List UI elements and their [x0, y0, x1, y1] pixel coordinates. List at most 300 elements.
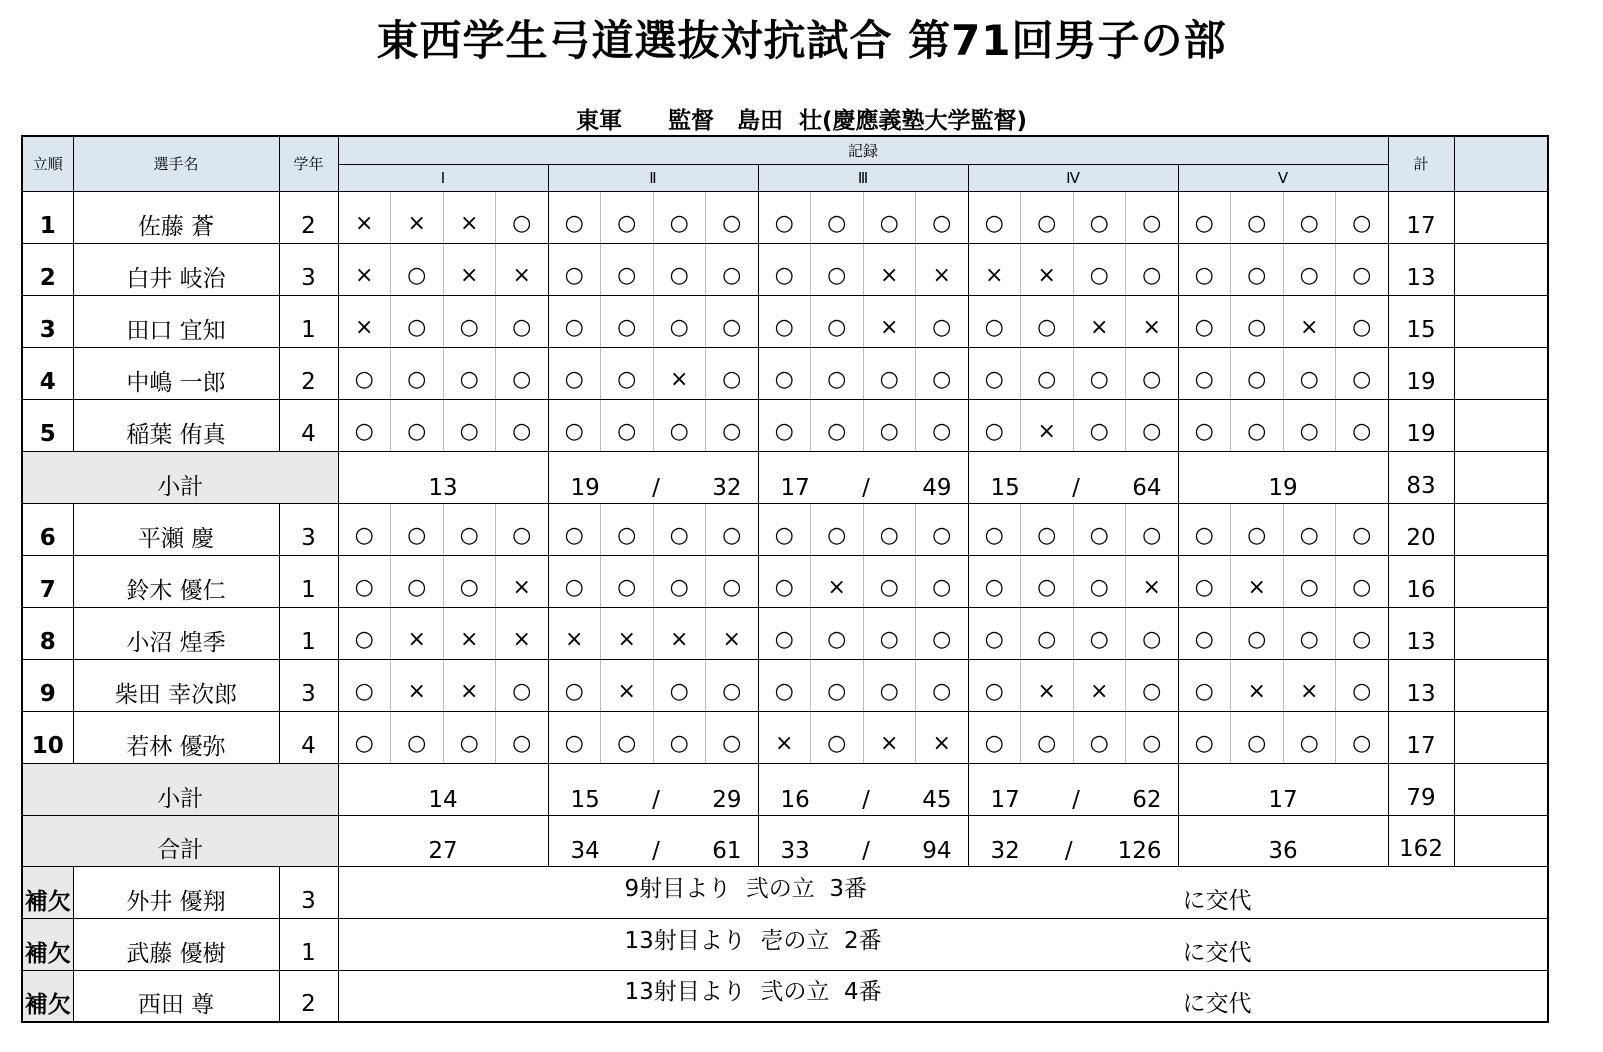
shot-mark: ○ [916, 659, 969, 711]
shot-mark: ○ [1336, 607, 1389, 659]
player-name: 田口 宜知 [73, 295, 279, 347]
shot-mark: ○ [968, 399, 1021, 451]
shot-mark: × [443, 659, 496, 711]
shot-mark: ○ [1021, 347, 1074, 399]
shot-mark: ○ [863, 607, 916, 659]
round-score: 19 [570, 474, 600, 501]
shot-mark: ○ [443, 399, 496, 451]
shot-mark: × [1126, 295, 1179, 347]
shot-mark: ○ [706, 711, 759, 763]
shot-mark: ○ [1126, 659, 1179, 711]
shot-mark: ○ [758, 347, 811, 399]
shot-mark: × [443, 191, 496, 243]
shot-mark: ○ [1126, 711, 1179, 763]
blank-cell [1454, 815, 1548, 866]
shot-mark: ○ [1021, 191, 1074, 243]
shot-mark: × [706, 607, 759, 659]
round-3-score [758, 815, 968, 866]
player-total: 13 [1388, 659, 1454, 711]
separator-slash: / [652, 786, 660, 813]
shot-mark: × [1126, 555, 1179, 607]
shot-mark: ○ [548, 659, 601, 711]
player-row [22, 555, 1548, 607]
round-5-score: 19 [1178, 451, 1388, 503]
shot-mark: ○ [653, 555, 706, 607]
shot-mark: ○ [968, 659, 1021, 711]
shot-mark: ○ [653, 191, 706, 243]
shot-mark: ○ [1073, 243, 1126, 295]
player-row [22, 399, 1548, 451]
player-order: 2 [22, 243, 73, 295]
player-grade: 3 [279, 243, 338, 295]
shot-mark: ○ [811, 503, 864, 555]
round-4-score [968, 451, 1178, 503]
shot-mark: × [863, 711, 916, 763]
shot-mark: ○ [548, 347, 601, 399]
shot-mark: ○ [338, 607, 391, 659]
subtotal-row [22, 763, 1548, 815]
header-row-top [22, 136, 1548, 164]
round-2-score-values [549, 787, 758, 813]
player-total: 19 [1388, 399, 1454, 451]
blank-cell [1454, 191, 1548, 243]
shot-mark: ○ [653, 503, 706, 555]
shot-mark: ○ [1178, 347, 1231, 399]
shot-mark: ○ [1336, 191, 1389, 243]
shot-mark: ○ [1178, 295, 1231, 347]
shot-mark: ○ [338, 659, 391, 711]
shot-mark: ○ [548, 191, 601, 243]
header-total: 計 [1388, 136, 1454, 191]
shot-mark: ○ [548, 243, 601, 295]
player-order: 4 [22, 347, 73, 399]
blank-cell [1454, 243, 1548, 295]
round-2-score [548, 815, 758, 866]
shot-mark: ○ [601, 191, 654, 243]
shot-mark: × [443, 243, 496, 295]
player-total: 15 [1388, 295, 1454, 347]
shot-mark: ○ [653, 243, 706, 295]
player-name: 平瀬 慶 [73, 503, 279, 555]
shot-mark: ○ [391, 399, 444, 451]
player-name: 稲葉 侑真 [73, 399, 279, 451]
shot-mark: ○ [706, 347, 759, 399]
score-sheet [21, 135, 1549, 1023]
header-order: 立順 [22, 136, 73, 191]
player-grade: 2 [279, 347, 338, 399]
player-grade: 3 [279, 503, 338, 555]
grand-total-row-total: 162 [1388, 815, 1454, 866]
shot-mark: ○ [1231, 347, 1284, 399]
shot-mark: ○ [496, 347, 549, 399]
substitute-name: 西田 尊 [73, 970, 279, 1022]
shot-mark: ○ [811, 347, 864, 399]
shot-mark: ○ [1283, 347, 1336, 399]
round-4-score [968, 763, 1178, 815]
shot-mark: ○ [443, 711, 496, 763]
shot-mark: × [391, 191, 444, 243]
shot-mark: ○ [1231, 243, 1284, 295]
shot-mark: × [601, 607, 654, 659]
shot-mark: ○ [601, 555, 654, 607]
shot-mark: × [391, 607, 444, 659]
cumulative-score: 32 [712, 474, 742, 501]
player-order: 10 [22, 711, 73, 763]
shot-mark: × [916, 711, 969, 763]
substitute-grade: 3 [279, 866, 338, 918]
round-score: 33 [780, 837, 810, 864]
substitute-timing: 13射目より 壱の立 2番 [624, 927, 882, 954]
round-score: 16 [780, 786, 810, 813]
shot-mark: ○ [548, 295, 601, 347]
shot-mark: ○ [391, 347, 444, 399]
shot-mark: ○ [968, 607, 1021, 659]
player-order: 3 [22, 295, 73, 347]
player-total: 13 [1388, 607, 1454, 659]
shot-mark: ○ [1021, 711, 1074, 763]
shot-mark: ○ [1283, 607, 1336, 659]
blank-cell [1454, 711, 1548, 763]
header-record: 記録 [338, 136, 1388, 164]
cumulative-score: 61 [712, 837, 742, 864]
substitute-suffix: に交代 [1182, 991, 1252, 1017]
shot-mark: ○ [1126, 191, 1179, 243]
shot-mark: ○ [653, 399, 706, 451]
shot-mark: ○ [391, 503, 444, 555]
shot-mark: ○ [548, 711, 601, 763]
shot-mark: ○ [1126, 503, 1179, 555]
substitute-timing: 9射目より 弐の立 3番 [624, 875, 868, 902]
shot-mark: ○ [811, 243, 864, 295]
cumulative-score: 94 [922, 837, 952, 864]
blank-cell [1454, 555, 1548, 607]
shot-mark: × [496, 243, 549, 295]
shot-mark: ○ [758, 295, 811, 347]
round-4-score [968, 815, 1178, 866]
subtotal-row-total: 83 [1388, 451, 1454, 503]
shot-mark: × [496, 555, 549, 607]
player-row [22, 503, 1548, 555]
player-name: 小沼 煌季 [73, 607, 279, 659]
shot-mark: ○ [1126, 347, 1179, 399]
shot-mark: ○ [863, 347, 916, 399]
round-score: 17 [990, 786, 1020, 813]
shot-mark: ○ [1021, 295, 1074, 347]
shot-mark: ○ [601, 503, 654, 555]
separator-slash: / [1072, 474, 1080, 501]
shot-mark: ○ [1021, 503, 1074, 555]
shot-mark: ○ [1231, 607, 1284, 659]
shot-mark: ○ [863, 555, 916, 607]
separator-slash: / [1064, 837, 1073, 864]
shot-mark: × [758, 711, 811, 763]
player-name: 佐藤 蒼 [73, 191, 279, 243]
player-grade: 2 [279, 191, 338, 243]
player-name: 柴田 幸次郎 [73, 659, 279, 711]
substitute-note [338, 866, 1548, 918]
shot-mark: ○ [1073, 399, 1126, 451]
shot-mark: ○ [496, 503, 549, 555]
shot-mark: ○ [1336, 295, 1389, 347]
shot-mark: ○ [863, 399, 916, 451]
header-blank [1454, 136, 1548, 191]
player-total: 13 [1388, 243, 1454, 295]
shot-mark: ○ [706, 243, 759, 295]
blank-cell [1454, 451, 1548, 503]
player-order: 9 [22, 659, 73, 711]
shot-mark: ○ [1231, 399, 1284, 451]
shot-mark: ○ [758, 607, 811, 659]
shot-mark: ○ [443, 347, 496, 399]
round-score: 17 [780, 474, 810, 501]
player-grade: 4 [279, 711, 338, 763]
substitute-note [338, 970, 1548, 1022]
player-order: 8 [22, 607, 73, 659]
shot-mark: ○ [601, 243, 654, 295]
cumulative-score: 126 [1117, 837, 1162, 864]
shot-mark: ○ [1073, 503, 1126, 555]
shot-mark: ○ [1283, 243, 1336, 295]
shot-mark: × [1283, 659, 1336, 711]
header-grade: 学年 [279, 136, 338, 191]
player-total: 19 [1388, 347, 1454, 399]
round-4-score-values [969, 475, 1178, 501]
player-name: 白井 岐治 [73, 243, 279, 295]
shot-mark: ○ [653, 659, 706, 711]
shot-mark: ○ [1336, 659, 1389, 711]
player-row [22, 295, 1548, 347]
shot-mark: ○ [443, 503, 496, 555]
player-grade: 4 [279, 399, 338, 451]
shot-mark: ○ [1126, 399, 1179, 451]
separator-slash: / [652, 474, 660, 501]
shot-mark: ○ [1336, 555, 1389, 607]
shot-mark: ○ [548, 399, 601, 451]
substitute-timing: 13射目より 弐の立 4番 [624, 979, 882, 1005]
shot-mark: ○ [338, 347, 391, 399]
player-row [22, 191, 1548, 243]
round-score: 34 [570, 837, 600, 864]
cumulative-score: 62 [1132, 786, 1162, 813]
round-2-score-values [549, 475, 758, 501]
shot-mark: ○ [653, 295, 706, 347]
shot-mark: ○ [968, 711, 1021, 763]
blank-cell [1454, 763, 1548, 815]
shot-mark: ○ [1126, 243, 1179, 295]
substitute-label: 補欠 [22, 970, 73, 1022]
shot-mark: ○ [706, 503, 759, 555]
shot-mark: ○ [391, 555, 444, 607]
shot-mark: × [601, 659, 654, 711]
cumulative-score: 45 [922, 786, 952, 813]
shot-mark: ○ [916, 555, 969, 607]
subtotal-row-total: 79 [1388, 763, 1454, 815]
shot-mark: × [1231, 659, 1284, 711]
shot-mark: ○ [1178, 659, 1231, 711]
shot-mark: ○ [391, 243, 444, 295]
shot-mark: ○ [1178, 399, 1231, 451]
round-1-score: 14 [338, 763, 548, 815]
round-3-score-values [759, 475, 968, 501]
shot-mark: × [653, 607, 706, 659]
shot-mark: × [653, 347, 706, 399]
round-4-score-values [969, 838, 1178, 864]
shot-mark: ○ [443, 555, 496, 607]
separator-slash: / [862, 474, 870, 501]
player-grade: 3 [279, 659, 338, 711]
shot-mark: ○ [968, 191, 1021, 243]
round-1-score: 27 [338, 815, 548, 866]
substitute-grade: 2 [279, 970, 338, 1022]
shot-mark: ○ [443, 295, 496, 347]
shot-mark: ○ [496, 711, 549, 763]
shot-mark: × [391, 659, 444, 711]
shot-mark: ○ [916, 399, 969, 451]
blank-cell [1454, 347, 1548, 399]
shot-mark: ○ [338, 399, 391, 451]
subtotal-row-label: 小計 [22, 763, 338, 815]
player-name: 中嶋 一郎 [73, 347, 279, 399]
round-3-score [758, 451, 968, 503]
shot-mark: × [1021, 659, 1074, 711]
cumulative-score: 64 [1132, 474, 1162, 501]
header-round-1: Ⅰ [338, 164, 548, 191]
header-round-2: Ⅱ [548, 164, 758, 191]
shot-mark: ○ [1283, 555, 1336, 607]
cumulative-score: 49 [922, 474, 952, 501]
shot-mark: ○ [968, 503, 1021, 555]
shot-mark: × [916, 243, 969, 295]
shot-mark: ○ [758, 243, 811, 295]
shot-mark: ○ [1283, 191, 1336, 243]
shot-mark: ○ [1178, 243, 1231, 295]
blank-cell [1454, 295, 1548, 347]
shot-mark: ○ [1336, 503, 1389, 555]
shot-mark: ○ [1231, 711, 1284, 763]
shot-mark: ○ [1178, 191, 1231, 243]
substitute-note [338, 918, 1548, 970]
player-name: 鈴木 優仁 [73, 555, 279, 607]
player-row [22, 243, 1548, 295]
shot-mark: ○ [706, 295, 759, 347]
shot-mark: × [1021, 399, 1074, 451]
substitute-row [22, 918, 1548, 970]
separator-slash: / [652, 837, 660, 864]
player-row [22, 659, 1548, 711]
shot-mark: × [496, 607, 549, 659]
shot-mark: ○ [1283, 503, 1336, 555]
shot-mark: ○ [1336, 243, 1389, 295]
shot-mark: ○ [863, 659, 916, 711]
round-5-score: 36 [1178, 815, 1388, 866]
round-score: 32 [990, 837, 1020, 864]
shot-mark: ○ [916, 347, 969, 399]
shot-mark: ○ [1178, 555, 1231, 607]
shot-mark: × [863, 243, 916, 295]
shot-mark: ○ [1073, 191, 1126, 243]
shot-mark: ○ [1178, 711, 1231, 763]
substitute-suffix: に交代 [1182, 939, 1252, 966]
round-2-score [548, 451, 758, 503]
grand-total-row-label: 合計 [22, 815, 338, 866]
player-order: 5 [22, 399, 73, 451]
shot-mark: × [1283, 295, 1336, 347]
shot-mark: × [811, 555, 864, 607]
round-5-score: 17 [1178, 763, 1388, 815]
shot-mark: ○ [1231, 295, 1284, 347]
shot-mark: ○ [916, 295, 969, 347]
shot-mark: ○ [391, 711, 444, 763]
player-total: 20 [1388, 503, 1454, 555]
substitute-name: 外井 優翔 [73, 866, 279, 918]
shot-mark: ○ [1231, 503, 1284, 555]
player-grade: 1 [279, 295, 338, 347]
shot-mark: ○ [811, 711, 864, 763]
cumulative-score: 29 [712, 786, 742, 813]
shot-mark: ○ [706, 555, 759, 607]
shot-mark: ○ [1336, 711, 1389, 763]
shot-mark: ○ [1126, 607, 1179, 659]
player-row [22, 347, 1548, 399]
shot-mark: ○ [811, 191, 864, 243]
subtotal-row [22, 451, 1548, 503]
shot-mark: × [863, 295, 916, 347]
round-4-score-values [969, 787, 1178, 813]
shot-mark: ○ [338, 503, 391, 555]
shot-mark: ○ [1073, 555, 1126, 607]
substitute-name: 武藤 優樹 [73, 918, 279, 970]
substitute-label: 補欠 [22, 866, 73, 918]
shot-mark: ○ [758, 659, 811, 711]
player-row [22, 607, 1548, 659]
separator-slash: / [862, 837, 870, 864]
shot-mark: ○ [758, 503, 811, 555]
shot-mark: ○ [1021, 555, 1074, 607]
shot-mark: ○ [601, 399, 654, 451]
team-subtitle: 東軍 監督 島田 壮(慶應義塾大学監督) [575, 108, 1028, 134]
shot-mark: ○ [968, 555, 1021, 607]
separator-slash: / [862, 786, 870, 813]
player-grade: 1 [279, 555, 338, 607]
player-total: 17 [1388, 191, 1454, 243]
round-2-score [548, 763, 758, 815]
shot-mark: ○ [706, 659, 759, 711]
shot-mark: ○ [1073, 711, 1126, 763]
round-3-score-values [759, 787, 968, 813]
shot-mark: ○ [706, 399, 759, 451]
player-order: 1 [22, 191, 73, 243]
shot-mark: ○ [1336, 399, 1389, 451]
substitute-row [22, 970, 1548, 1022]
player-total: 17 [1388, 711, 1454, 763]
shot-mark: ○ [811, 295, 864, 347]
header-round-3: Ⅲ [758, 164, 968, 191]
shot-mark: ○ [548, 503, 601, 555]
shot-mark: ○ [653, 711, 706, 763]
shot-mark: ○ [1231, 191, 1284, 243]
shot-mark: ○ [1336, 347, 1389, 399]
shot-mark: × [443, 607, 496, 659]
shot-mark: ○ [496, 659, 549, 711]
shot-mark: ○ [706, 191, 759, 243]
player-total: 16 [1388, 555, 1454, 607]
round-3-score-values [759, 838, 968, 864]
shot-mark: ○ [811, 607, 864, 659]
shot-mark: ○ [1178, 607, 1231, 659]
player-name: 若林 優弥 [73, 711, 279, 763]
shot-mark: ○ [496, 399, 549, 451]
page-title: 東西学生弓道選抜対抗試合 第71回男子の部 [376, 16, 1227, 65]
